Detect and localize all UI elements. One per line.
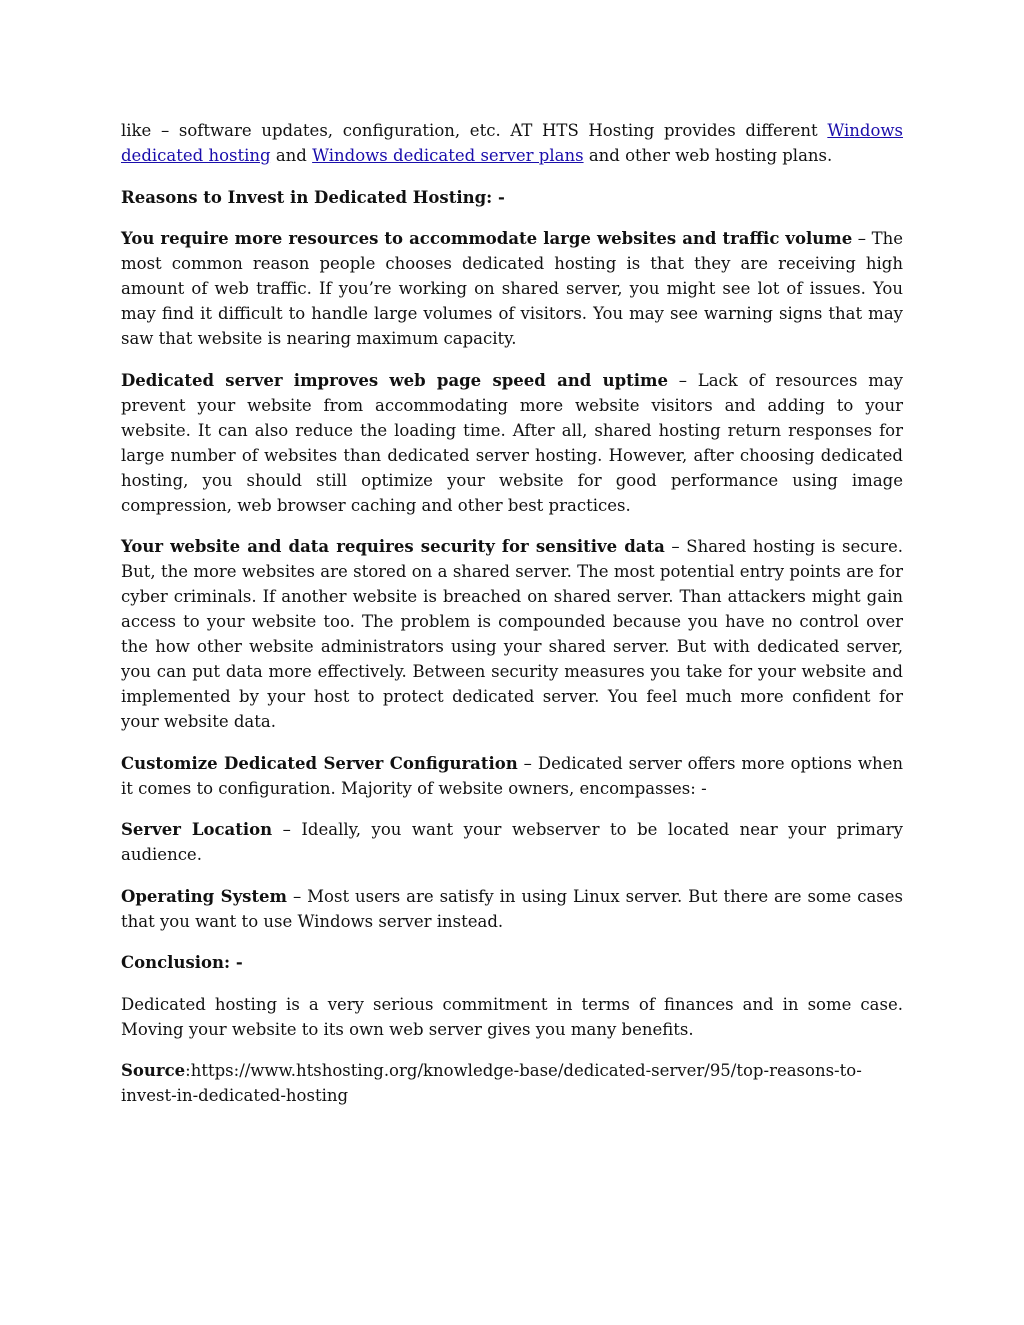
section-body: – Lack of resources may prevent your website from accommodating more website visitors and adding to your website. It can also reduce the loading time. After all, shared hosting return responses for large number of websites than dedicated server hosting. However, after choosing dedicated hosting, you should still optimize your website for good performance using image compression, web browser caching and other best practices. — [121, 370, 903, 515]
windows-dedicated-server-plans-link[interactable]: Windows dedicated server plans — [312, 146, 584, 165]
intro-paragraph — [121, 118, 903, 168]
reasons-heading: Reasons to Invest in Dedicated Hosting: - — [121, 187, 505, 207]
section-body: – Shared hosting is secure. But, the more websites are stored on a shared server. The most potential entry points are for cyber criminals. If another website is breached on shared server. Than attackers might gain access to your website too. The problem is compounded because you have no control over the how other website administrators using your shared server. But with dedicated server, you can put data more effectively. Between security measures you take for your website and implemented by your host to protect dedicated server. You feel much more confident for your website data. — [121, 537, 903, 731]
source-paragraph — [121, 1058, 903, 1108]
source-label: Source — [121, 1061, 186, 1080]
source-url: :https://www.htshosting.org/knowledge-base/dedicated-server/95/top-reasons-to-invest-in-dedicated-hosting — [121, 1061, 862, 1105]
section-body: – Dedicated server offers more options when it comes to configuration. Majority of website owners, encompasses: - — [121, 753, 904, 798]
document-page — [121, 118, 903, 1125]
windows-dedicated-hosting-link[interactable]: Windows dedicated hosting — [121, 121, 903, 165]
conclusion-heading: Conclusion: - — [121, 953, 243, 972]
section-security — [121, 534, 903, 734]
section-body: – Most users are satisfy in using Linux server. But there are some cases that you want to use Windows server instead. — [121, 886, 903, 931]
section-configuration — [121, 751, 903, 801]
section-title: You require more resources to accommodate large websites and traffic volume — [121, 229, 853, 248]
section-operating-system — [121, 884, 903, 934]
section-title: Dedicated server improves web page speed and uptime — [121, 370, 668, 390]
conclusion-paragraph: Dedicated hosting is a very serious commitment in terms of finances and in some case. Moving your website to its own web server gives you many benefits. — [121, 994, 903, 1039]
section-title: Your website and data requires security for sensitive data — [121, 537, 665, 556]
section-body: – Ideally, you want your webserver to be located near your primary audience. — [121, 820, 903, 864]
section-title: Operating System — [121, 886, 288, 906]
intro-and-text: and — [270, 146, 313, 165]
intro-text-after: and other web hosting plans. — [583, 146, 833, 165]
section-resources — [121, 226, 903, 351]
section-title: Server Location — [121, 820, 273, 839]
section-speed — [121, 368, 903, 518]
intro-text-before: like – software updates, configuration, etc. AT HTS Hosting provides different — [121, 121, 828, 140]
section-server-location — [121, 817, 903, 867]
section-title: Customize Dedicated Server Configuration — [121, 753, 518, 773]
section-body: – The most common reason people chooses dedicated hosting is that they are receiving high amount of web traffic. If you’re working on shared server, you might see lot of issues. You may find it difficult to handle large volumes of visitors. You may see warning signs that may saw that website is nearing maximum capacity. — [121, 229, 903, 348]
